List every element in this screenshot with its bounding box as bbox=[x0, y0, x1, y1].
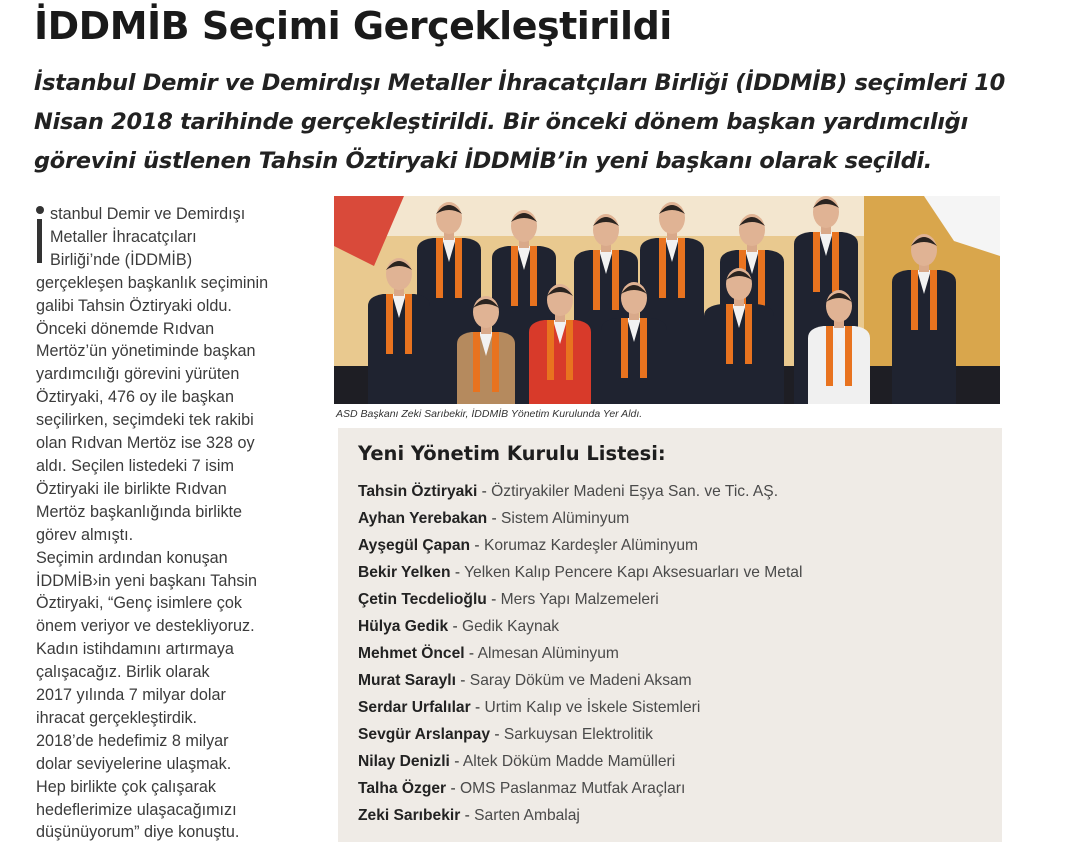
bullet-icon bbox=[36, 206, 44, 214]
member-name: Sevgür Arslanpay bbox=[358, 726, 491, 743]
board-member-item bbox=[358, 586, 802, 613]
body-line: görev almıştı. bbox=[36, 525, 134, 544]
member-name: Talha Özger bbox=[358, 780, 447, 797]
body-line: Mertöz’ün yönetiminde başkan bbox=[36, 342, 256, 361]
member-name: Nilay Denizli bbox=[358, 753, 450, 770]
body-line: Metaller İhracatçıları bbox=[50, 227, 197, 246]
member-separator: - bbox=[446, 780, 460, 797]
member-company: Öztiryakiler Madeni Eşya San. ve Tic. AŞ. bbox=[491, 483, 779, 500]
body-line: Hep birlikte çok çalışarak bbox=[36, 777, 216, 796]
body-line: hedeflerimize ulaşacağımızı bbox=[36, 800, 237, 819]
member-separator: - bbox=[460, 807, 475, 824]
body-line: yardımcılığı görevini yürüten bbox=[36, 365, 240, 384]
body-line: 2018’de hedefimiz 8 milyar bbox=[36, 731, 229, 750]
member-name: Tahsin Öztiryaki bbox=[358, 483, 478, 500]
member-company: Urtim Kalıp ve İskele Sistemleri bbox=[484, 699, 701, 716]
member-name: Çetin Tecdelioğlu bbox=[358, 591, 487, 608]
member-separator: - bbox=[486, 591, 501, 608]
board-member-item bbox=[358, 532, 802, 559]
body-line: düşünüyorum” diye konuştu. bbox=[36, 823, 240, 842]
member-company: Sarten Ambalaj bbox=[474, 807, 580, 824]
body-line: seçilirken, seçimdeki tek rakibi bbox=[36, 411, 254, 430]
body-line: İDDMİB›in yeni başkanı Tahsin bbox=[36, 571, 258, 590]
member-company: Mers Yapı Malzemeleri bbox=[500, 591, 659, 608]
member-company: Yelken Kalıp Pencere Kapı Aksesuarları ve Metal bbox=[464, 564, 803, 581]
board-member-item bbox=[358, 559, 802, 586]
member-name: Ayhan Yerebakan bbox=[358, 510, 488, 527]
body-line: Öztiryaki, “Genç isimlere çok bbox=[36, 594, 242, 613]
member-separator: - bbox=[470, 699, 485, 716]
board-member-item bbox=[358, 775, 802, 802]
member-separator: - bbox=[450, 564, 465, 581]
body-line: aldı. Seçilen listedeki 7 isim bbox=[36, 456, 234, 475]
member-name: Murat Saraylı bbox=[358, 672, 456, 689]
group-photo-illustration bbox=[334, 196, 1000, 404]
article-body bbox=[36, 203, 298, 844]
body-lines bbox=[36, 203, 298, 844]
body-line: olan Rıdvan Mertöz ise 328 oy bbox=[36, 434, 255, 453]
body-line: Öztiryaki, 476 oy ile başkan bbox=[36, 388, 234, 407]
board-member-item bbox=[358, 613, 802, 640]
photo-caption: ASD Başkanı Zeki Sarıbekir, İDDMİB Yönetim Kurulunda Yer Aldı. bbox=[336, 408, 643, 420]
member-separator: - bbox=[477, 483, 492, 500]
member-name: Hülya Gedik bbox=[358, 618, 449, 635]
member-name: Zeki Sarıbekir bbox=[358, 807, 461, 824]
body-line: dolar seviyelerine ulaşmak. bbox=[36, 754, 232, 773]
member-separator: - bbox=[464, 645, 478, 662]
body-line: stanbul Demir ve Demirdışı bbox=[50, 205, 246, 223]
member-company: Almesan Alüminyum bbox=[477, 645, 619, 662]
board-member-item bbox=[358, 478, 802, 505]
body-line: Seçimin ardından konuşan bbox=[36, 548, 228, 567]
drop-cap-bar bbox=[37, 219, 42, 263]
board-member-item bbox=[358, 748, 802, 775]
member-company: Sarkuysan Elektrolitik bbox=[503, 726, 653, 743]
board-member-item bbox=[358, 667, 802, 694]
board-member-item bbox=[358, 694, 802, 721]
member-name: Serdar Urfalılar bbox=[358, 699, 471, 716]
article-title: İDDMİB Seçimi Gerçekleştirildi bbox=[34, 4, 672, 48]
member-separator: - bbox=[490, 726, 504, 743]
member-company: Korumaz Kardeşler Alüminyum bbox=[483, 537, 699, 554]
board-member-item bbox=[358, 640, 802, 667]
body-line: Birliği’nde (İDDMİB) bbox=[50, 250, 193, 269]
body-line: Öztiryaki ile birlikte Rıdvan bbox=[36, 479, 227, 498]
body-line: ihracat gerçekleştirdik. bbox=[36, 708, 198, 727]
member-name: Mehmet Öncel bbox=[358, 645, 465, 662]
body-line: gerçekleşen başkanlık seçiminin bbox=[36, 273, 269, 292]
board-list-box bbox=[338, 428, 1002, 842]
member-company: OMS Paslanmaz Mutfak Araçları bbox=[459, 780, 686, 797]
article-lead: İstanbul Demir ve Demirdışı Metaller İhracatçıları Birliği (İDDMİB) seçimleri 10 Nisan 2018 tarihinde gerçekleştirildi. Bir önceki dönem başkan yardımcılığı görevini üstlenen Tahsin Öztiryaki İDDMİB’in yeni başkanı olarak seçildi. bbox=[34, 70, 1005, 174]
member-company: Saray Döküm ve Madeni Aksam bbox=[469, 672, 692, 689]
board-member-item bbox=[358, 802, 802, 829]
body-line: Mertöz başkanlığında birlikte bbox=[36, 502, 243, 521]
member-separator: - bbox=[449, 753, 463, 770]
body-line: galibi Tahsin Öztiryaki oldu. bbox=[36, 296, 232, 315]
member-separator: - bbox=[470, 537, 484, 554]
member-separator: - bbox=[448, 618, 462, 635]
board-list-heading: Yeni Yönetim Kurulu Listesi: bbox=[358, 442, 666, 465]
member-name: Bekir Yelken bbox=[358, 564, 451, 581]
group-photo bbox=[334, 196, 1000, 404]
board-member-list bbox=[358, 478, 802, 829]
body-line: Önceki dönemde Rıdvan bbox=[36, 319, 215, 338]
body-line: 2017 yılında 7 milyar dolar bbox=[36, 686, 226, 705]
member-separator: - bbox=[455, 672, 470, 689]
body-line: önem veriyor ve destekliyoruz. bbox=[36, 617, 255, 636]
member-company: Altek Döküm Madde Mamülleri bbox=[462, 753, 676, 770]
member-company: Gedik Kaynak bbox=[462, 618, 560, 635]
member-company: Sistem Alüminyum bbox=[501, 510, 630, 527]
body-line: çalışacağız. Birlik olarak bbox=[36, 663, 210, 682]
member-separator: - bbox=[487, 510, 502, 527]
board-member-item bbox=[358, 721, 802, 748]
board-member-item bbox=[358, 505, 802, 532]
body-line: Kadın istihdamını artırmaya bbox=[36, 640, 234, 659]
member-name: Ayşegül Çapan bbox=[358, 537, 471, 554]
